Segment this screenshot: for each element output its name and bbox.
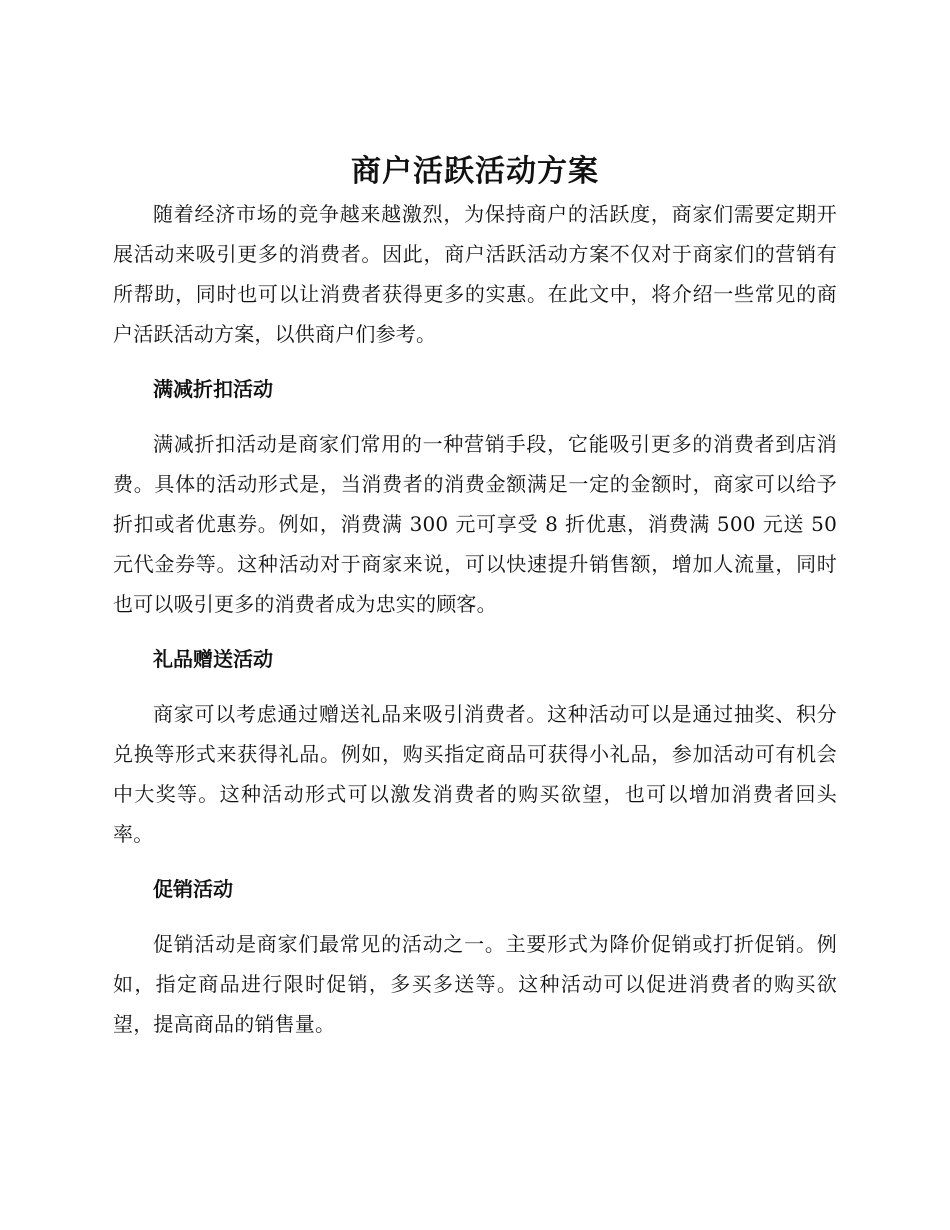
- document-page: [113, 150, 837, 1044]
- section-body-promotion: 促销活动是商家们最常见的活动之一。主要形式为降价促销或打折促销。例如，指定商品进行限时促销，多买多送等。这种活动可以促进消费者的购买欲望，提高商品的销售量。: [113, 932, 837, 1036]
- intro-paragraph: 随着经济市场的竞争越来越激烈，为保持商户的活跃度，商家们需要定期开展活动来吸引更多的消费者。因此，商户活跃活动方案不仅对于商家们的营销有所帮助，同时也可以让消费者获得更多的实惠。在此文中，将介绍一些常见的商户活跃活动方案，以供商户们参考。: [113, 202, 837, 346]
- section-heading-promotion: 促销活动: [153, 877, 233, 901]
- section-heading-gift: 礼品赠送活动: [153, 647, 273, 671]
- section-heading-discount: 满减折扣活动: [153, 377, 273, 401]
- section-body-gift: 商家可以考虑通过赠送礼品来吸引消费者。这种活动可以是通过抽奖、积分兑换等形式来获得礼品。例如，购买指定商品可获得小礼品，参加活动可有机会中大奖等。这种活动形式可以激发消费者的购买欲望，也可以增加消费者回头率。: [113, 702, 837, 846]
- document-title: 商户活跃活动方案: [351, 154, 599, 189]
- section-body-discount: 满减折扣活动是商家们常用的一种营销手段，它能吸引更多的消费者到店消费。具体的活动形式是，当消费者的消费金额满足一定的金额时，商家可以给予折扣或者优惠券。例如，消费满 300 元可享受 8 折优惠，消费满 500 元送 50 元代金券等。这种活动对于商家来说，可以快速提升销售额，增加人流量，同时也可以吸引更多的消费者成为忠实的顾客。: [113, 432, 837, 616]
